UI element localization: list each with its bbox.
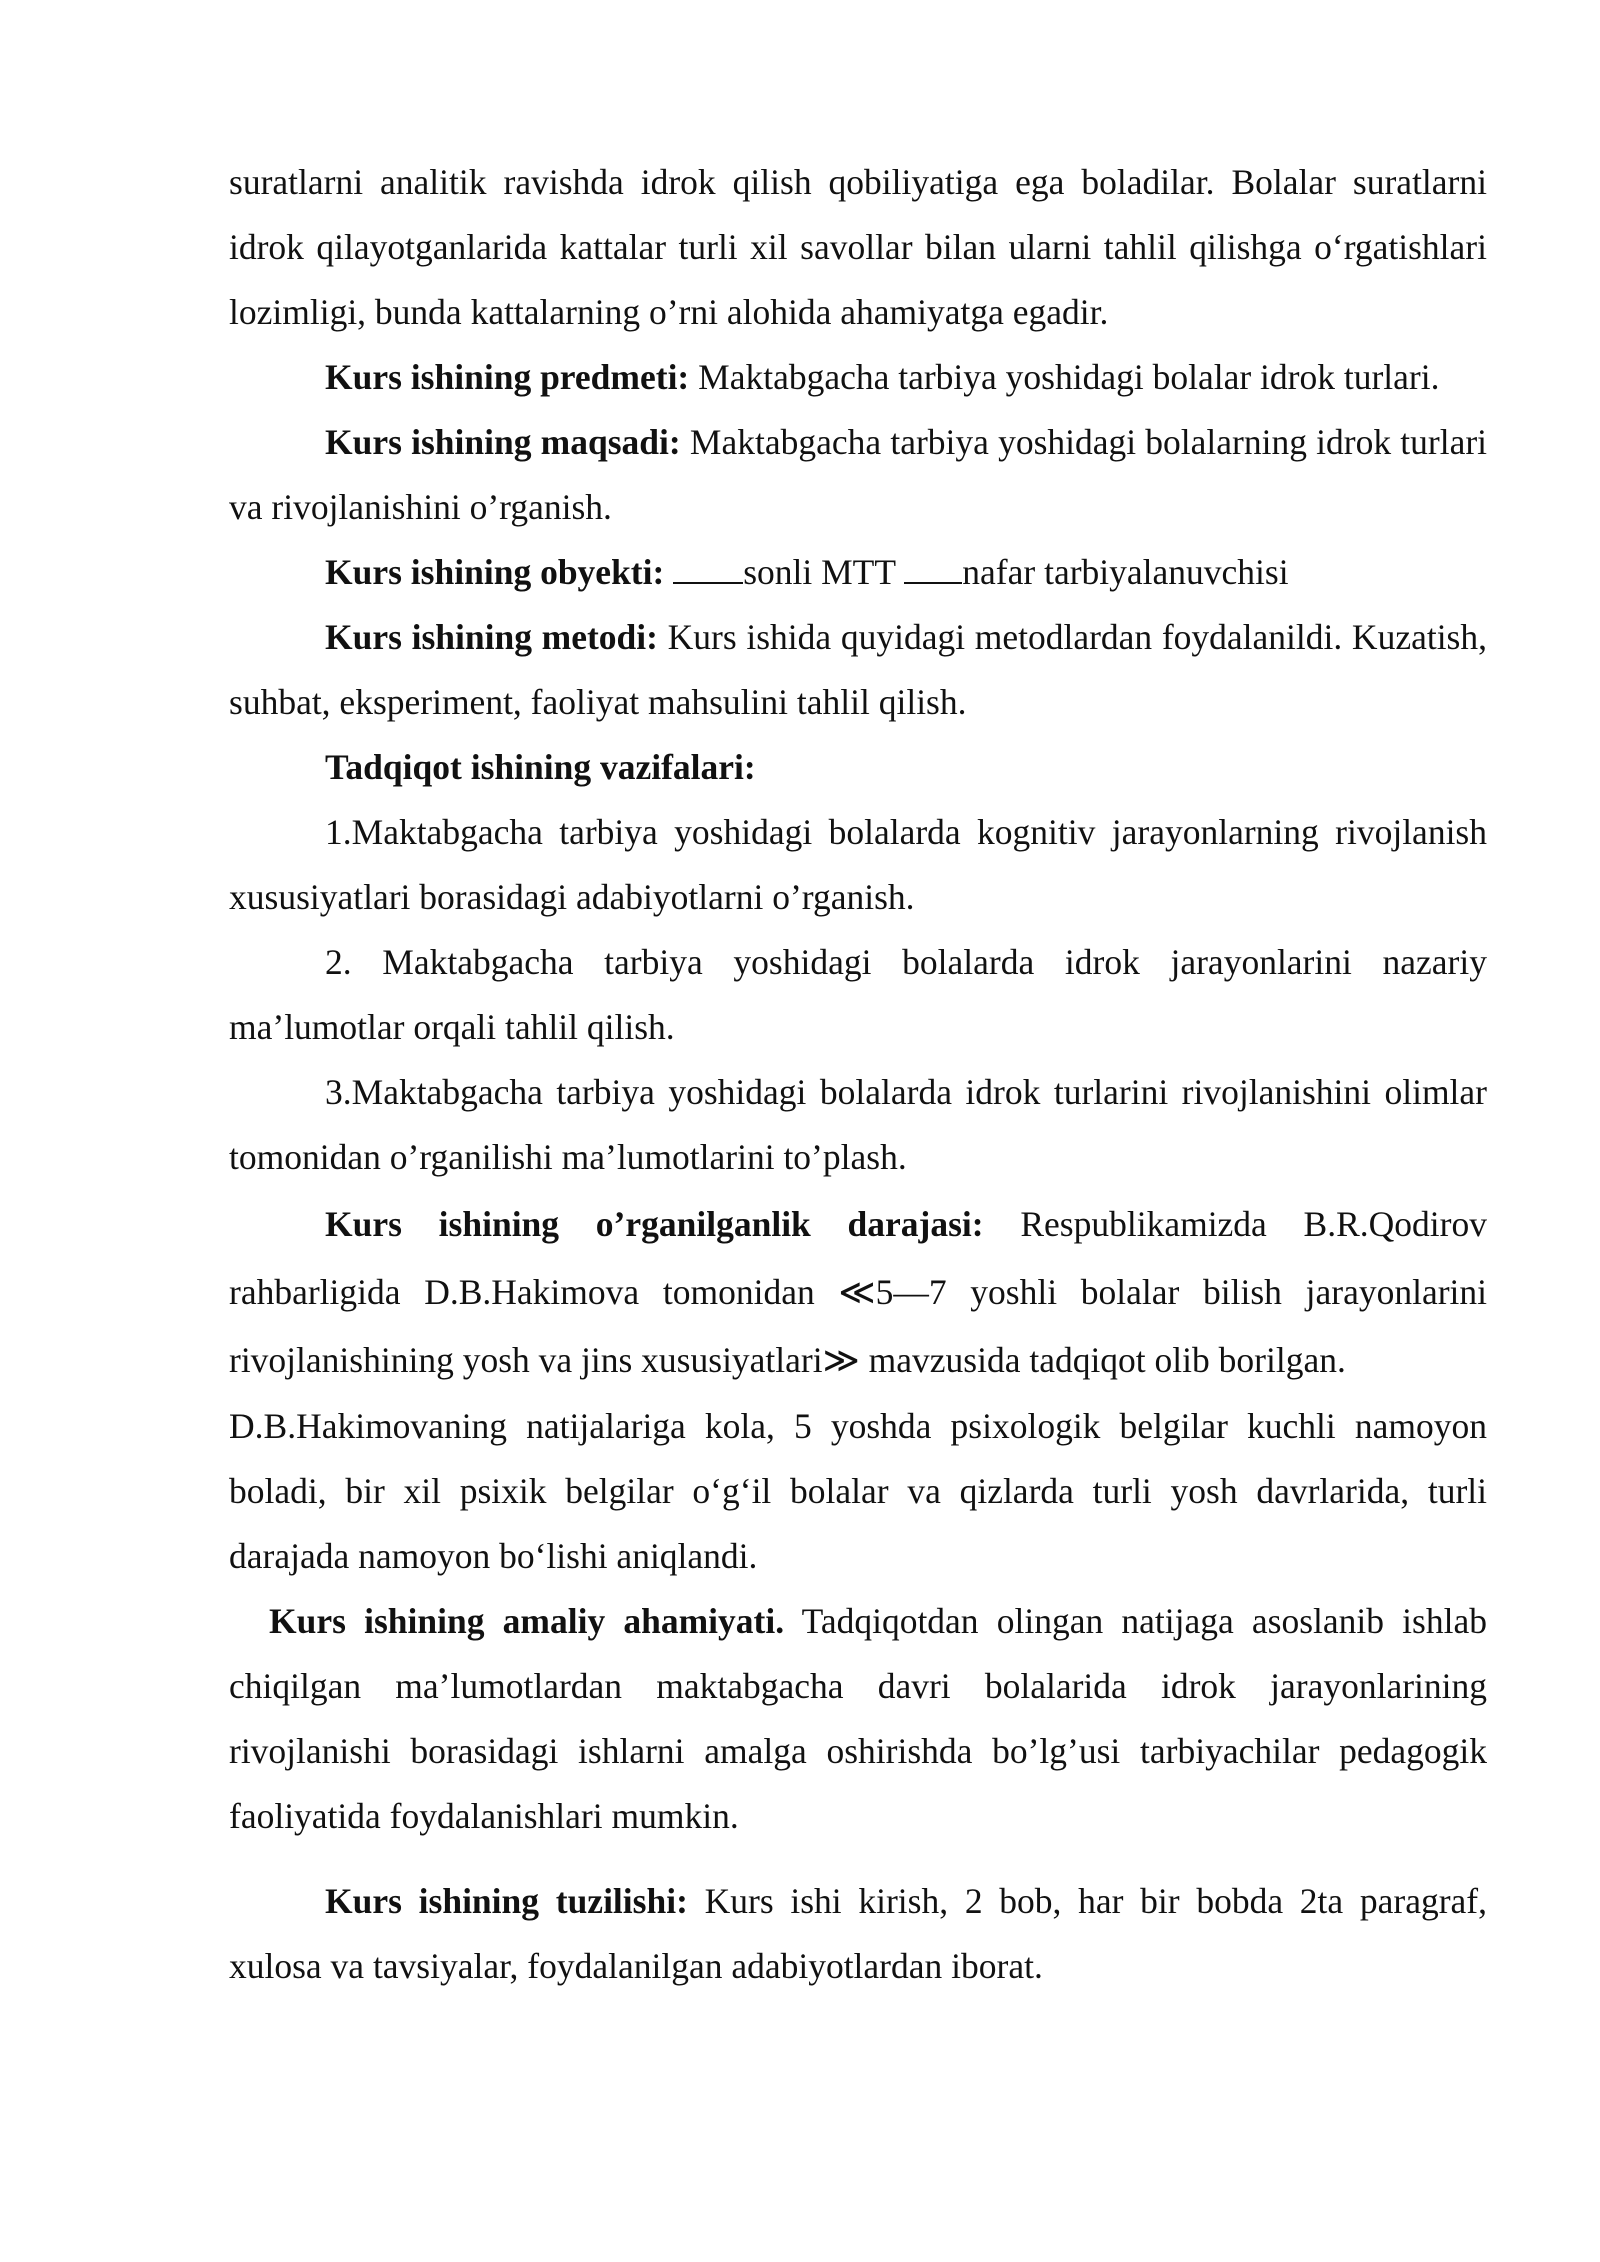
practical-paragraph	[229, 1589, 1487, 1849]
subject-paragraph	[229, 345, 1487, 410]
tasks-label: Tadqiqot ishining vazifalari:	[325, 747, 756, 787]
hakimova-paragraph: D.B.Hakimovaning natijalariga kola, 5 yoshda psixologik belgilar kuchli namoyon boladi, bir xil psixik belgilar o‘g‘il bolalar va qizlarda turli yosh davrlarida, turli darajada namoyon bo‘lishi aniqlandi.	[229, 1406, 1487, 1576]
object-text-children: nafar tarbiyalanuvchisi	[962, 552, 1289, 592]
goal-paragraph	[229, 410, 1487, 540]
goal-label: Kurs ishining maqsadi:	[325, 422, 681, 462]
task-item-2: 2. Maktabgacha tarbiya yoshidagi bolalarda idrok jarayonlarini nazariy ma’lumotlar orqali tahlil qilish.	[229, 942, 1487, 1047]
method-paragraph	[229, 605, 1487, 735]
task-item-3: 3.Maktabgacha tarbiya yoshidagi bolalarda idrok turlarini rivojlanishini olimlar tomonidan o’rganilishi ma’lumotlarini to’plash.	[229, 1072, 1487, 1177]
subject-label: Kurs ishining predmeti:	[325, 357, 690, 397]
research-level-label: Kurs ishining o’rganilganlik darajasi:	[325, 1204, 984, 1244]
intro-paragraph: suratlarni analitik ravishda idrok qilish qobiliyatiga ega boladilar. Bolalar suratlarni idrok qilayotganlarida kattalar turli xil savollar bilan ularni tahlil qilishga o‘rgatishlari lozimligi, bunda kattalarning o’rni alohida ahamiyatga egadir.	[229, 162, 1487, 332]
practical-label: Kurs ishining amaliy ahamiyati.	[269, 1601, 785, 1641]
method-label: Kurs ishining metodi:	[325, 617, 658, 657]
blank-line-child-count	[904, 552, 962, 584]
research-level-text: Respublikamizda B.R.Qodirov rahbarligida D.B.Hakimova tomonidan ≪5—7 yoshli bolalar bilish jarayonlarini rivojlanishining yosh va jins xususiyatlari≫ mavzusida tadqiqot olib borilgan.	[229, 1204, 1487, 1380]
method-text: Kurs ishida quyidagi metodlardan foydalanildi. Kuzatish, suhbat, eksperiment, faoliyat mahsulini tahlil qilish.	[229, 617, 1487, 722]
goal-text: Maktabgacha tarbiya yoshidagi bolalarning idrok turlari va rivojlanishini o’rganish.	[229, 422, 1488, 527]
structure-paragraph	[229, 1869, 1487, 1999]
task-item-1: 1.Maktabgacha tarbiya yoshidagi bolalarda kognitiv jarayonlarning rivojlanish xususiyatlari borasidagi adabiyotlarni o’rganish.	[229, 812, 1487, 917]
document-page	[229, 150, 1487, 1999]
practical-text: Tadqiqotdan olingan natijaga asoslanib ishlab chiqilgan ma’lumotlardan maktabgacha davri bolalarida idrok jarayonlarining rivojlanishi borasidagi ishlarni amalga oshirishda bo’lg’usi tarbiyachilar pedagogik faoliyatida foydalanishlari mumkin.	[229, 1601, 1487, 1836]
object-paragraph	[229, 540, 1487, 605]
blank-line-school-number	[673, 552, 743, 584]
object-label: Kurs ishining obyekti:	[325, 552, 665, 592]
object-text-school: sonli MTT	[743, 552, 905, 592]
structure-label: Kurs ishining tuzilishi:	[325, 1881, 688, 1921]
subject-text: Maktabgacha tarbiya yoshidagi bolalar idrok turlari.	[689, 357, 1440, 397]
research-level-paragraph	[229, 1190, 1487, 1394]
structure-text: Kurs ishi kirish, 2 bob, har bir bobda 2ta paragraf, xulosa va tavsiyalar, foydalanilgan adabiyotlardan iborat.	[229, 1881, 1487, 1986]
tasks-heading	[229, 735, 1487, 800]
